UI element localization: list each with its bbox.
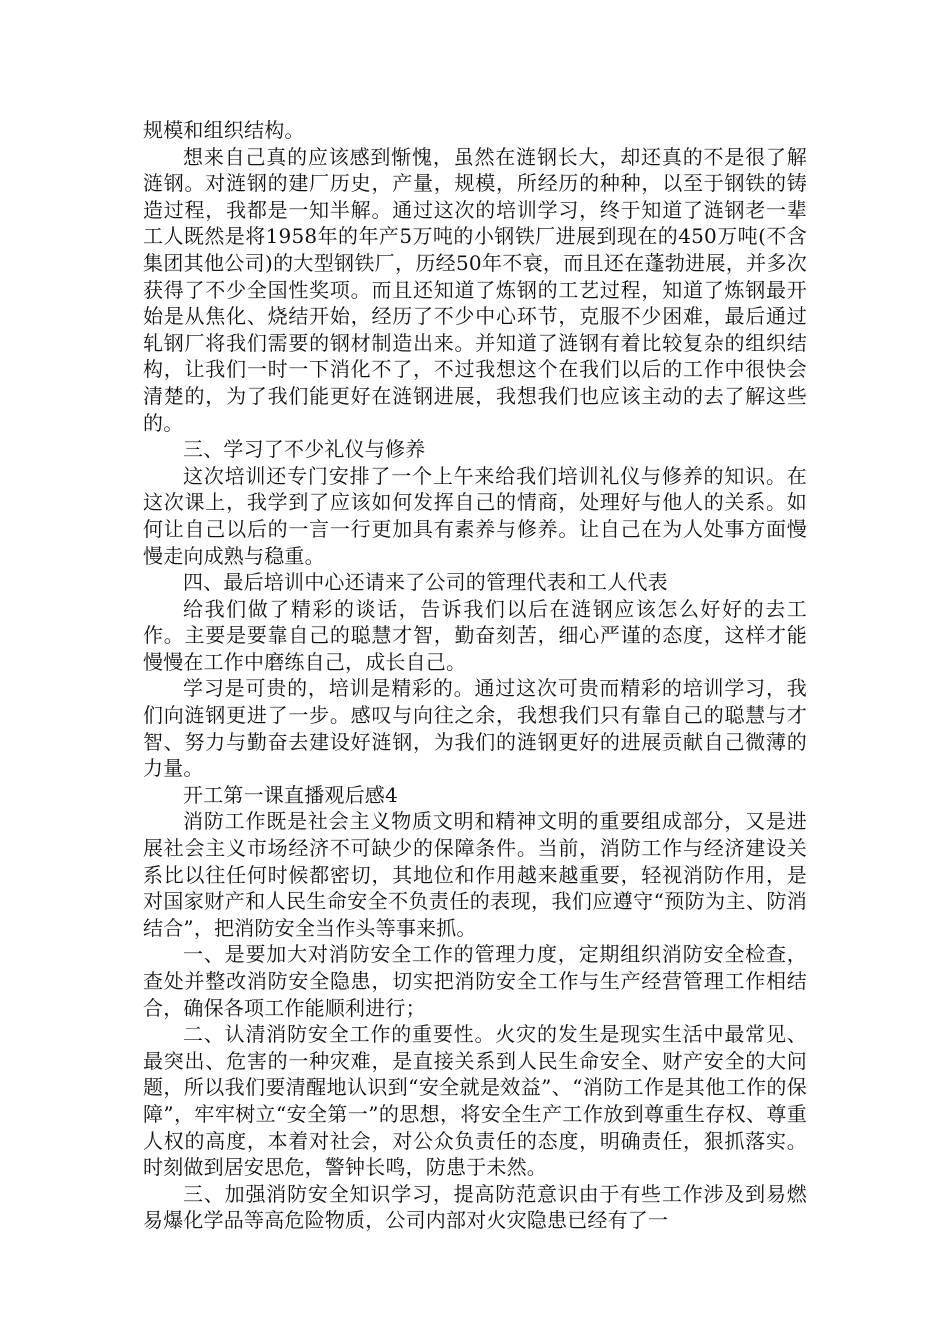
paragraph-fire-safety-intro: 消防工作既是社会主义物质文明和精神文明的重要组成部分，又是进展社会主义市场经济不可缺少的保障条件。当前，消防工作与经济建设关系比以往任何时候都密切，其地位和作用越来越重要，轻视消防作用，是对国家财产和人民生命安全不负责任的表现，我们应遵守“预防为主、防消结合”，把消防安全当作头等事来抓。 bbox=[143, 809, 807, 940]
paragraph-fire-safety-point-2: 二、认清消防安全工作的重要性。火灾的发生是现实生活中最常见、最突出、危害的一种灾难，是直接关系到人民生命安全、财产安全的大问题，所以我们要清醒地认识到“安全就是效益”、“消防工作是其他工作的保障”，牢牢树立“安全第一”的思想，将安全生产工作放到尊重生存权、尊重人权的高度，本着对社会，对公众负责任的态度，明确责任，狠抓落实。时刻做到居安思危，警钟长鸣，防患于未然。 bbox=[143, 1022, 807, 1180]
section-heading-etiquette: 三、学习了不少礼仪与修养 bbox=[183, 437, 426, 462]
paragraph-representatives: 给我们做了精彩的谈话，告诉我们以后在涟钢应该怎么好好的去工作。主要是要靠自己的聪慧才智，勤奋刻苦，细心严谨的态度，这样才能慢慢在工作中磨练自己，成长自己。 bbox=[143, 596, 807, 674]
paragraph-continuation: 规模和组织结构。 bbox=[143, 118, 305, 142]
paragraph-fire-safety-point-1: 一、是要加大对消防安全工作的管理力度，定期组织消防安全检查，查处并整改消防安全隐患，切实把消防安全工作与生产经营管理工作相结合，确保各项工作能顺利进行； bbox=[143, 942, 807, 1020]
section-heading-representatives: 四、最后培训中心还请来了公司的管理代表和工人代表 bbox=[183, 570, 668, 595]
paragraph-lianggang-history: 想来自己真的应该感到惭愧，虽然在涟钢长大，却还真的不是很了解涟钢。对涟钢的建厂历史，产量，规模，所经历的种种，以至于钢铁的铸造过程，我都是一知半解。通过这次的培训学习，终于知道了涟钢老一辈工人既然是将1958年的年产5万吨的小钢铁厂进展到现在的450万吨(不含集团其他公司)的大型钢铁厂，历经50年不衰，而且还在蓬勃进展，并多次获得了不少全国性奖项。而且还知道了炼钢的工艺过程，知道了炼钢最开始是从焦化、烧结开始，经历了不少中心环节，克服不少困难，最后通过轧钢厂将我们需要的钢材制造出来。并知道了涟钢有着比较复杂的组织结构，让我们一时一下消化不了，不过我想这个在我们以后的工作中很快会清楚的，为了我们能更好在涟钢进展，我想我们也应该主动的去了解这些的。 bbox=[143, 144, 807, 435]
paragraph-fire-safety-point-3: 三、加强消防安全知识学习，提高防范意识由于有些工作涉及到易燃易爆化学品等高危险物质，公司内部对火灾隐患已经有了一 bbox=[143, 1181, 807, 1233]
paragraph-conclusion: 学习是可贵的，培训是精彩的。通过这次可贵而精彩的培训学习，我们向涟钢更进了一步。感叹与向往之余，我想我们只有靠自己的聪慧与才智、努力与勤奋去建设好涟钢，为我们的涟钢更好的进展贡献自己微薄的力量。 bbox=[143, 676, 807, 781]
paragraph-etiquette: 这次培训还专门安排了一个上午来给我们培训礼仪与修养的知识。在这次课上，我学到了应该如何发挥自己的情商，处理好与他人的关系。如何让自己以后的一言一行更加具有素养与修养。让自己在为人处事方面慢慢走向成熟与稳重。 bbox=[143, 463, 807, 568]
article-title: 开工第一课直播观后感4 bbox=[183, 782, 398, 807]
document-body bbox=[143, 117, 807, 1234]
